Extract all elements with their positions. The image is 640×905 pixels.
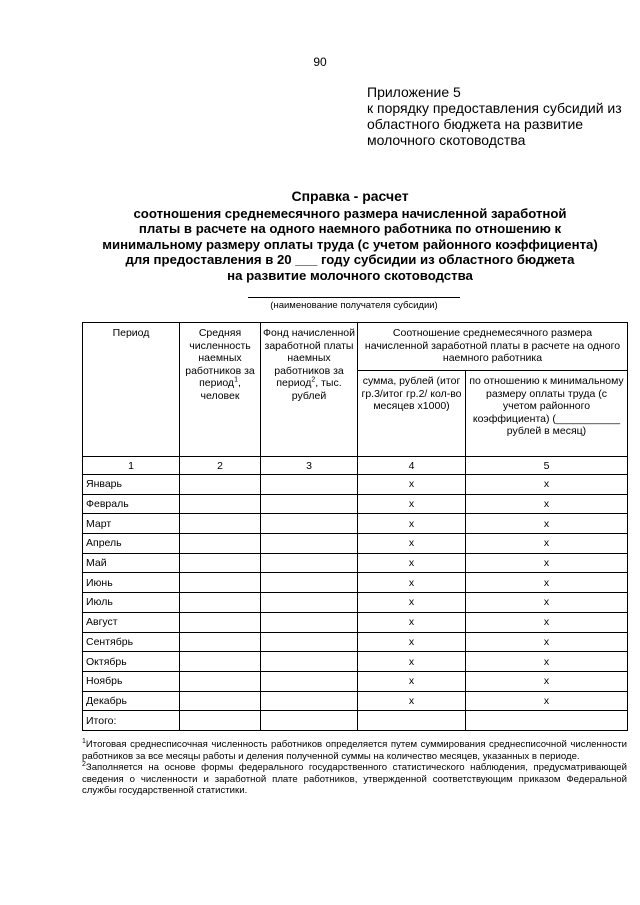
staff-cell[interactable] [180,612,261,632]
sum-cell: х [358,553,466,573]
fund-cell[interactable] [261,573,358,593]
month-label: Январь [83,475,180,495]
fund-cell[interactable] [261,671,358,691]
month-label: Июль [83,593,180,613]
fund-cell[interactable] [261,632,358,652]
sum-cell: х [358,593,466,613]
heading-title: Справка - расчет [291,188,409,204]
month-label: Октябрь [83,652,180,672]
month-label: Май [83,553,180,573]
appendix-line: областного бюджета на развитие [367,116,584,132]
sum-cell: х [358,691,466,711]
column-number: 1 [83,457,180,475]
sum-cell: х [358,612,466,632]
month-label: Февраль [83,494,180,514]
table-row [83,612,628,632]
column-number: 2 [180,457,261,475]
relative-cell: х [466,494,628,514]
relative-cell: х [466,593,628,613]
relative-cell: х [466,612,628,632]
table-row [83,593,628,613]
sum-cell: х [358,652,466,672]
appendix-title: Приложение 5 [367,84,461,100]
header-sum: сумма, рублей (итог гр.3/итог гр.2/ кол-во месяцев х1000) [358,371,466,457]
staff-cell[interactable] [180,652,261,672]
staff-cell[interactable] [180,553,261,573]
month-label: Ноябрь [83,671,180,691]
sum-cell: х [358,475,466,495]
calculation-table [82,322,628,731]
month-label: Декабрь [83,691,180,711]
staff-cell[interactable] [180,514,261,534]
page-number: 90 [313,55,327,69]
header-average-staff: Средняя численность наемных работников за период$^1$, человек [180,323,261,457]
relative-cell: х [466,691,628,711]
fund-cell[interactable] [261,612,358,632]
month-label: Август [83,612,180,632]
footnotes [82,739,627,797]
relative-cell: х [466,475,628,495]
footnote-1 [82,739,627,762]
month-label: Март [83,514,180,534]
heading-line: платы в расчете на одного наемного работника по отношению к [138,221,562,237]
relative-cell: х [466,553,628,573]
sum-cell: х [358,573,466,593]
fund-cell[interactable] [261,652,358,672]
relative-cell: х [466,671,628,691]
column-numbers-row [83,457,628,475]
footnote-text: Заполняется на основе формы федерального государственного статистического наблюдения, предусматривающей сведения о численности и заработной плате работников, утвержденной соответствующим приказом Федеральной службы государственной статистики. [82,762,627,796]
staff-cell[interactable] [180,671,261,691]
staff-cell[interactable] [180,534,261,554]
sum-cell: х [358,494,466,514]
month-label: Июнь [83,573,180,593]
table-row [83,671,628,691]
recipient-caption: (наименование получателя субсидии) [270,300,438,311]
total-label: Итого: [83,711,180,731]
footnote-marker: 2 [82,760,86,768]
staff-cell[interactable] [180,475,261,495]
fund-cell[interactable] [261,553,358,573]
footnote-2 [82,762,627,797]
header-period: Период [83,323,180,457]
total-row [83,711,628,731]
month-label: Апрель [83,534,180,554]
staff-cell[interactable] [180,691,261,711]
header-wage-fund: Фонд начисленной заработной платы наемных работников за период$^2$, тыс. рублей [261,323,358,457]
staff-cell[interactable] [180,593,261,613]
fund-cell[interactable] [261,593,358,613]
table-row [83,475,628,495]
staff-cell[interactable] [180,632,261,652]
header-relative-to-minimum-wage: по отношению к минимальному размеру оплаты труда (с учетом районного коэффициента) (___________ рублей в месяц) [466,371,628,457]
table-row [83,691,628,711]
column-number: 4 [358,457,466,475]
fund-total-cell[interactable] [261,711,358,731]
column-number: 3 [261,457,358,475]
sum-cell: х [358,632,466,652]
fund-cell[interactable] [261,534,358,554]
relative-cell: х [466,573,628,593]
relative-total-cell[interactable] [466,711,628,731]
table-row [83,494,628,514]
heading-line: для предоставления в 20 ___ году субсидии из областного бюджета [125,252,575,268]
fund-cell[interactable] [261,494,358,514]
appendix-line: молочного скотоводства [367,132,526,148]
heading-line: на развитие молочного скотоводства [227,267,473,283]
fund-cell[interactable] [261,514,358,534]
table-row [83,652,628,672]
document-heading [60,189,640,284]
staff-cell[interactable] [180,494,261,514]
relative-cell: х [466,534,628,554]
relative-cell: х [466,514,628,534]
table-row [83,573,628,593]
appendix-reference [367,84,637,148]
relative-cell: х [466,632,628,652]
recipient-name-line[interactable] [248,297,460,298]
footnote-marker: 1 [82,737,86,745]
staff-cell[interactable] [180,573,261,593]
heading-line: соотношения среднемесячного размера начисленной заработной [133,205,567,221]
fund-cell[interactable] [261,691,358,711]
table-row [83,553,628,573]
column-number: 5 [466,457,628,475]
table-row [83,632,628,652]
sum-cell: х [358,534,466,554]
table-row [83,534,628,554]
appendix-line: к порядку предоставления субсидий из [367,100,622,116]
footnote-text: Итоговая среднесписочная численность работников определяется путем суммирования среднесписочной численности работников за все месяцы работы и деления полученной суммы на количество месяцев, указанных в периоде. [82,739,627,762]
header-ratio: Соотношение среднемесячного размера начисленной заработной платы в расчете на одного наемного работника [358,323,628,371]
fund-cell[interactable] [261,475,358,495]
month-label: Сентябрь [83,632,180,652]
sum-total-cell[interactable] [358,711,466,731]
heading-line: минимальному размеру оплаты труда (с учетом районного коэффициента) [102,236,598,252]
table-row [83,514,628,534]
relative-cell: х [466,652,628,672]
staff-total-cell[interactable] [180,711,261,731]
sum-cell: х [358,671,466,691]
sum-cell: х [358,514,466,534]
